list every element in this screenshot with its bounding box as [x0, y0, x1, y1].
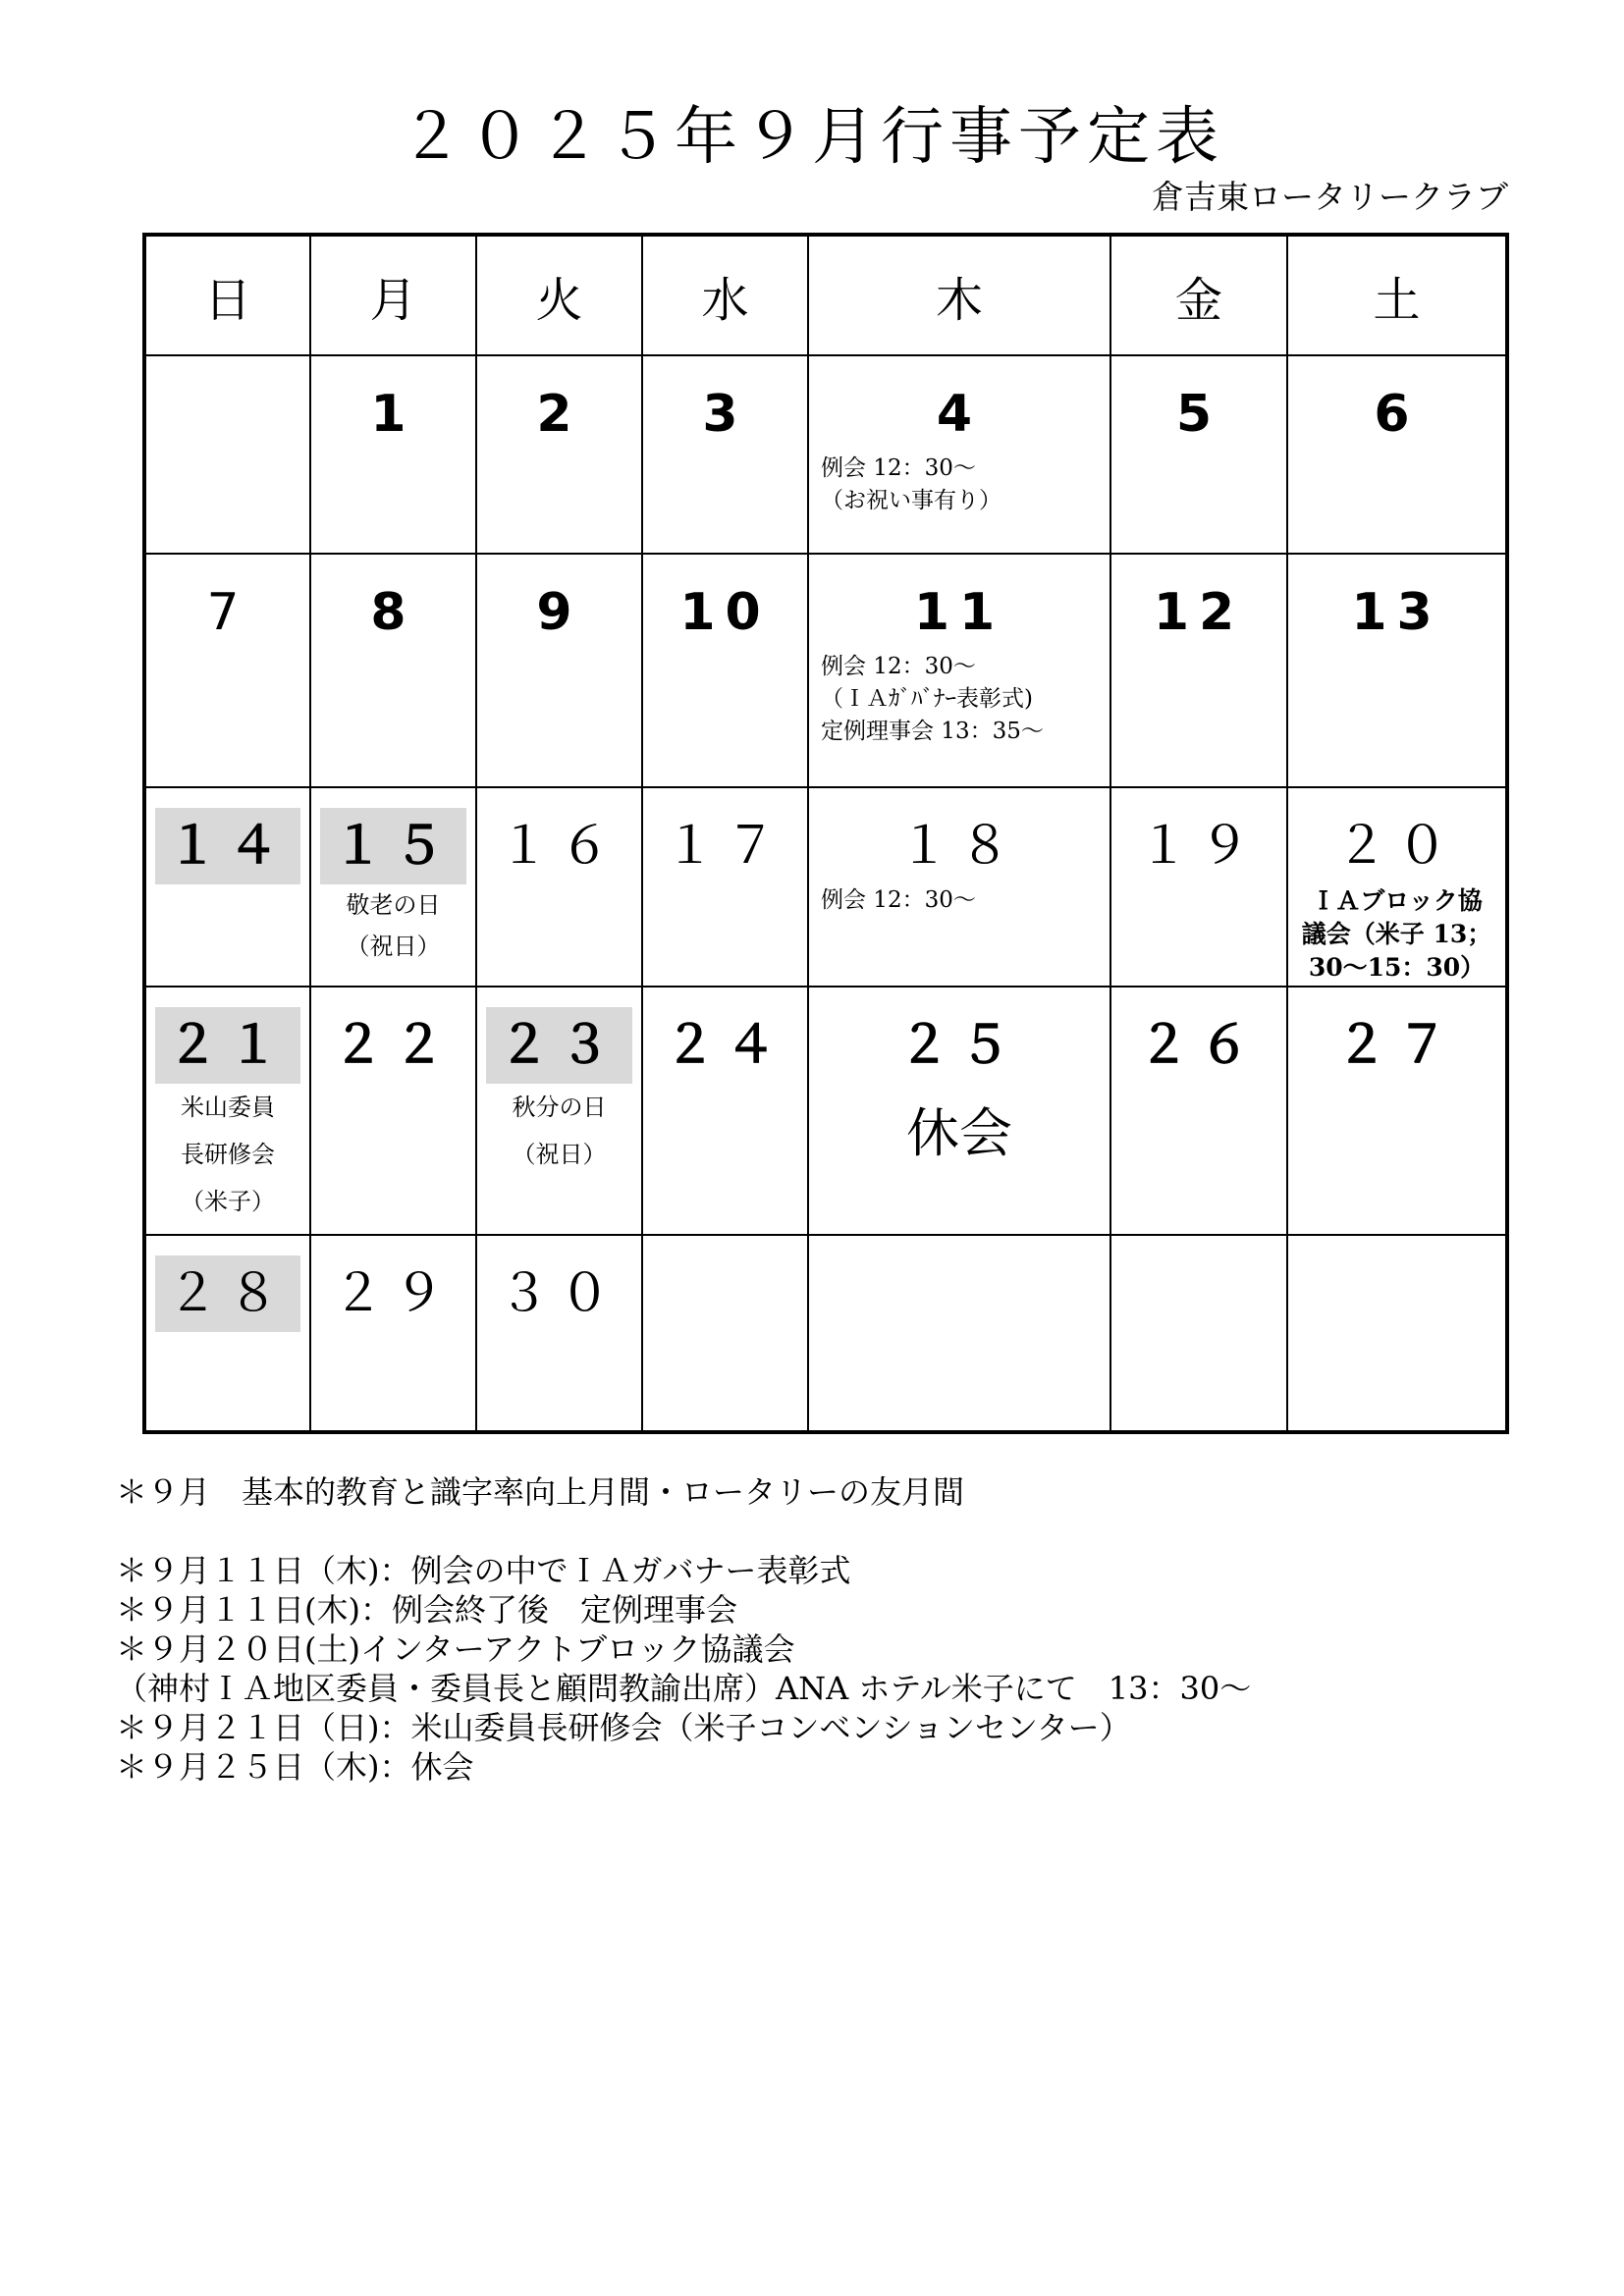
day-cell: [476, 987, 642, 1235]
day-cell: [310, 554, 476, 787]
day-cell: [144, 787, 310, 987]
day-cell: [1287, 554, 1507, 787]
footnotes: [116, 1472, 1251, 1787]
day-cell: [310, 787, 476, 987]
day-number: ２７: [1335, 1016, 1458, 1075]
day-cell: [1110, 987, 1287, 1235]
day-number: 3: [702, 385, 748, 444]
day-number: ２５: [897, 1016, 1020, 1075]
day-number: 11: [913, 583, 1005, 642]
weekday-sun: 日: [144, 235, 310, 355]
day-cell: [1110, 554, 1287, 787]
day-number-holiday: １４: [155, 808, 300, 884]
day-number: １６: [498, 817, 621, 876]
day-cell: [310, 1235, 476, 1432]
month-theme: ＊９月 基本的教育と識字率向上月間・ロータリーの友月間: [116, 1473, 965, 1511]
day-number: 8: [370, 583, 416, 642]
day-cell: [310, 355, 476, 554]
event-note: 米山委員 長研修会 （米子）: [181, 1094, 275, 1215]
day-cell: [808, 554, 1110, 787]
day-number: ２６: [1137, 1016, 1260, 1075]
day-number: 12: [1153, 583, 1245, 642]
day-number: ３０: [498, 1264, 621, 1323]
day-cell: [1110, 1235, 1287, 1432]
day-number: 1: [370, 385, 416, 444]
day-cell: [808, 355, 1110, 554]
day-number: 13: [1351, 583, 1442, 642]
weekday-tue: 火: [476, 235, 642, 355]
day-cell: [144, 554, 310, 787]
footnote-line: ＊９月２１日（日)：米山委員長研修会（米子コンベンションセンター）: [116, 1709, 1131, 1746]
day-number: 7: [206, 583, 249, 642]
day-number-holiday: １５: [320, 808, 465, 884]
weekday-wed: 水: [642, 235, 808, 355]
day-cell: [808, 787, 1110, 987]
day-number: ２４: [664, 1016, 786, 1075]
calendar-table: [142, 233, 1509, 1434]
footnote-line: ＊９月１１日（木)：例会の中でＩＡガバナー表彰式: [116, 1552, 851, 1589]
day-cell: [1110, 355, 1287, 554]
day-cell: [1110, 787, 1287, 987]
day-cell: [642, 355, 808, 554]
day-cell: [310, 987, 476, 1235]
footnote-line: ＊９月２０日(土)インターアクトブロック協議会: [116, 1630, 795, 1668]
day-cell: [476, 787, 642, 987]
day-cell: [808, 987, 1110, 1235]
recess-label: 休会: [906, 1102, 1012, 1164]
day-cell: [144, 1235, 310, 1432]
day-cell: [1287, 1235, 1507, 1432]
day-number-holiday: ２８: [155, 1255, 300, 1332]
day-number: 2: [536, 385, 582, 444]
weekday-sat: 土: [1287, 235, 1507, 355]
event-note: 例会 12：30～ （お祝い事有り）: [821, 455, 1001, 513]
footnote-line: ＊９月２５日（木)：休会: [116, 1748, 474, 1786]
day-number: １９: [1137, 817, 1260, 876]
event-note: ＩＡブロック協 議会（米子 13； 30～15：30）: [1301, 886, 1492, 982]
day-cell: [476, 1235, 642, 1432]
holiday-note: 敬老の日 （祝日）: [346, 891, 441, 960]
day-number-holiday: ２３: [486, 1007, 631, 1084]
holiday-note: 秋分の日 （祝日）: [512, 1094, 607, 1168]
day-cell: [476, 355, 642, 554]
day-cell: [642, 1235, 808, 1432]
day-number-holiday: ２１: [155, 1007, 300, 1084]
day-cell: [476, 554, 642, 787]
week-row: [144, 355, 1507, 554]
day-number: ２９: [332, 1264, 455, 1323]
week-row: [144, 1235, 1507, 1432]
page-title: ２０２５年９月行事予定表: [400, 101, 1224, 174]
day-cell: [144, 987, 310, 1235]
weekday-fri: 金: [1110, 235, 1287, 355]
day-number: １７: [664, 817, 786, 876]
day-cell: [1287, 987, 1507, 1235]
day-cell: [808, 1235, 1110, 1432]
day-number: ２０: [1335, 817, 1458, 876]
event-note: 例会 12：30～: [821, 887, 976, 913]
day-number: 6: [1374, 385, 1420, 444]
day-cell: [642, 787, 808, 987]
day-number: 5: [1175, 385, 1222, 444]
day-number: 4: [936, 385, 983, 444]
day-number: ２２: [332, 1016, 455, 1075]
event-note: 例会 12：30～ （ＩＡｶﾞﾊﾞﾅｰ表彰式) 定例理事会 13：35～: [821, 654, 1044, 744]
day-cell: [642, 554, 808, 787]
day-number: １８: [897, 817, 1020, 876]
weekday-header-row: [144, 235, 1507, 355]
day-number: 10: [679, 583, 771, 642]
weekday-thu: 木: [808, 235, 1110, 355]
week-row: [144, 554, 1507, 787]
weekday-mon: 月: [310, 235, 476, 355]
day-number: 9: [536, 583, 582, 642]
week-row: [144, 787, 1507, 987]
footnote-line: ＊９月１１日(木)：例会終了後 定例理事会: [116, 1591, 737, 1629]
day-cell: [1287, 787, 1507, 987]
footnote-line: （神村ＩＡ地区委員・委員長と顧問教諭出席）ANA ホテル米子にて 13：30～: [116, 1670, 1252, 1707]
week-row: [144, 987, 1507, 1235]
day-cell: [642, 987, 808, 1235]
day-cell: [1287, 355, 1507, 554]
club-name: 倉吉東ロータリークラブ: [1152, 178, 1508, 216]
day-cell: [144, 355, 310, 554]
